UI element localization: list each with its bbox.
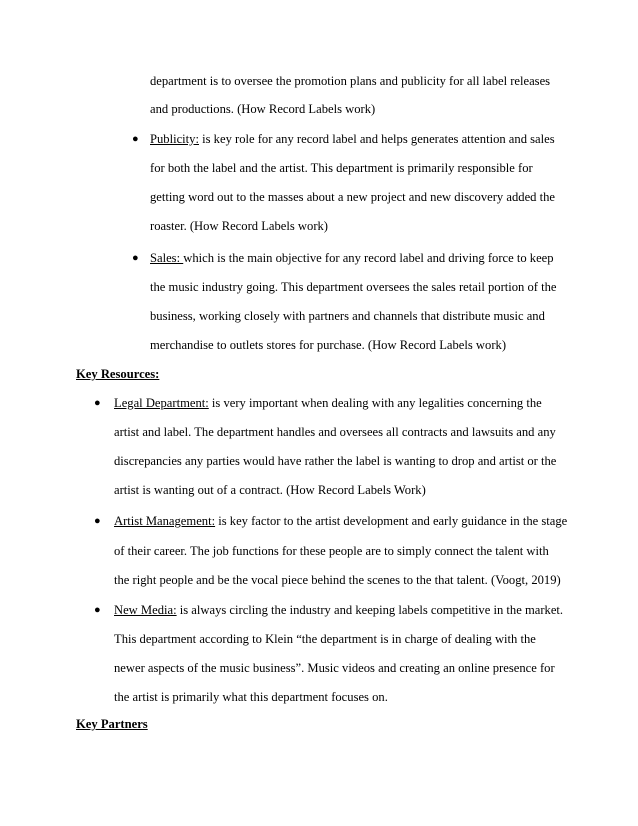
paragraph-line: department is to oversee the promotion plans and publicity for all label releases — [150, 74, 551, 88]
sales-label: Sales: — [150, 251, 184, 265]
paragraph-line: newer aspects of the music business”. Music videos and creating an online presence for — [114, 661, 555, 675]
artist-management-label: Artist Management: — [114, 514, 216, 528]
paragraph-line: the music industry going. This department oversees the sales retail portion of the — [150, 280, 557, 294]
legal-label: Legal Department: — [114, 396, 209, 410]
bullet-item-publicity — [150, 131, 555, 147]
paragraph-line: the right people and be the vocal piece behind the scenes to the that talent. (Voogt, 2019) — [114, 573, 561, 587]
paragraph-line: business, working closely with partners and channels that distribute music and — [150, 309, 545, 323]
bullet-icon: ● — [132, 252, 139, 264]
key-resources-heading: Key Resources: — [76, 367, 160, 381]
new-media-label: New Media: — [114, 603, 177, 617]
bullet-icon: ● — [94, 515, 101, 527]
paragraph-line: the artist is primarily what this department focuses on. — [114, 690, 388, 704]
paragraph-line: of their career. The job functions for these people are to simply connect the talent with — [114, 544, 549, 558]
paragraph-line: This department according to Klein “the department is in charge of dealing with the — [114, 632, 536, 646]
paragraph-line: is very important when dealing with any legalities concerning the — [208, 396, 542, 410]
paragraph-line: discrepancies any parties would have rather the label is wanting to drop and artist or the — [114, 454, 557, 468]
bullet-item-artist-management — [114, 513, 567, 529]
key-partners-heading: Key Partners — [76, 717, 148, 731]
publicity-label: Publicity: — [150, 132, 199, 146]
paragraph-line: is key factor to the artist development and early guidance in the stage — [215, 514, 568, 528]
paragraph-line: merchandise to outlets stores for purchase. (How Record Labels work) — [150, 338, 507, 352]
paragraph-line: which is the main objective for any record label and driving force to keep — [183, 251, 554, 265]
bullet-icon: ● — [132, 133, 139, 145]
bullet-icon: ● — [94, 397, 101, 409]
paragraph-line: artist is wanting out of a contract. (How Record Labels Work) — [114, 483, 426, 497]
paragraph-line: roaster. (How Record Labels work) — [150, 219, 329, 233]
paragraph-line: is key role for any record label and helps generates attention and sales — [198, 132, 555, 146]
bullet-item-sales — [150, 250, 554, 266]
bullet-icon: ● — [94, 604, 101, 616]
paragraph-line: artist and label. The department handles and oversees all contracts and lawsuits and any — [114, 425, 556, 439]
paragraph-line: for both the label and the artist. This department is primarily responsible for — [150, 161, 533, 175]
bullet-item-legal — [114, 395, 542, 411]
paragraph-line: and productions. (How Record Labels work) — [150, 102, 376, 116]
bullet-item-new-media — [114, 602, 563, 618]
paragraph-line: getting word out to the masses about a new project and new discovery added the — [150, 190, 555, 204]
paragraph-line: is always circling the industry and keeping labels competitive in the market. — [176, 603, 564, 617]
